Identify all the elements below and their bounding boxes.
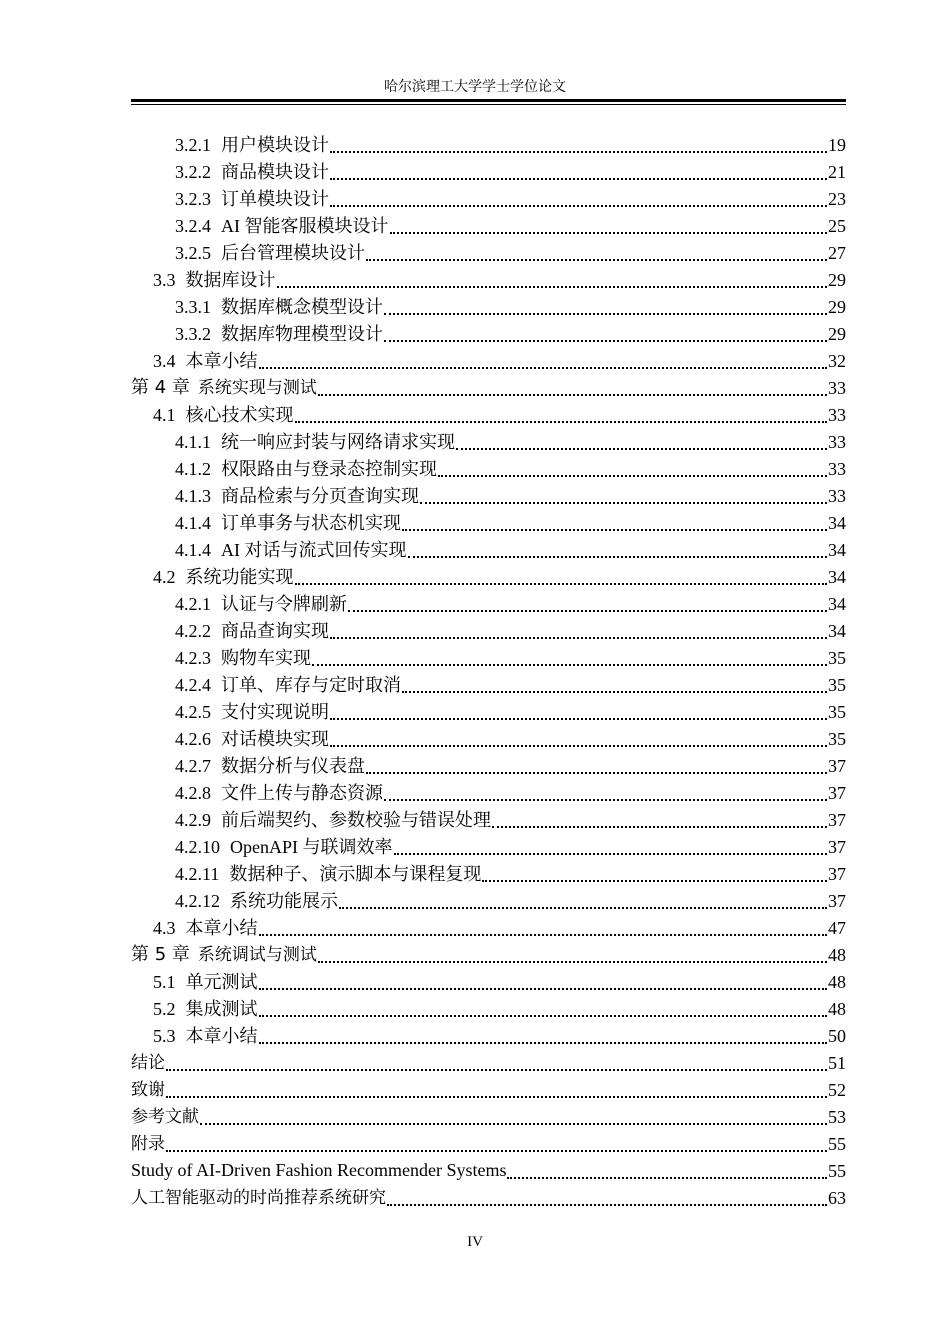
toc-dot-leader xyxy=(384,320,827,342)
toc-dot-leader xyxy=(166,1130,827,1152)
toc-entry-title: 本章小结 xyxy=(185,351,258,371)
toc-entry-title: AI 对话与流式回传实现 xyxy=(221,540,407,560)
toc-dot-leader xyxy=(384,779,827,801)
toc-entry-title: AI 智能客服模块设计 xyxy=(221,216,389,236)
toc-entry-number: 4.2.12 xyxy=(175,891,220,911)
toc-dot-leader xyxy=(312,644,827,666)
toc-entry-number: 4.2.11 xyxy=(175,864,220,884)
toc-entry-page: 29 xyxy=(828,270,846,290)
toc-dot-leader xyxy=(339,887,827,909)
toc-entry-label xyxy=(175,159,329,186)
toc-entry-label xyxy=(175,753,365,780)
toc-dot-leader xyxy=(420,482,827,504)
toc-entry-number: 4.1.1 xyxy=(175,432,211,452)
toc-entry-title: 数据库概念模型设计 xyxy=(221,297,383,317)
toc-entry-number: 4.3 xyxy=(153,918,176,938)
toc-entry-label xyxy=(153,564,294,591)
toc-entry-title: 订单模块设计 xyxy=(221,189,329,209)
toc-entry-number: 4.2.2 xyxy=(175,621,211,641)
toc-entry-number: 4.2.7 xyxy=(175,756,211,776)
toc-entry-title: 商品模块设计 xyxy=(221,162,329,182)
toc-entry-title: 商品检索与分页查询实现 xyxy=(221,486,419,506)
toc-entry-label xyxy=(175,186,329,213)
toc-entry-title: 本章小结 xyxy=(185,918,258,938)
toc-entry[interactable] xyxy=(131,132,846,159)
toc-entry[interactable] xyxy=(131,213,846,240)
toc-entry-page: 63 xyxy=(828,1188,846,1208)
toc-entry-title: 文件上传与静态资源 xyxy=(221,783,383,803)
toc-entry-title: 购物车实现 xyxy=(221,648,311,668)
toc-entry-number: 4.2.1 xyxy=(175,594,211,614)
toc-entry-title: 认证与令牌刷新 xyxy=(221,594,347,614)
toc-entry-title: 致谢 xyxy=(131,1080,165,1100)
toc-entry-label xyxy=(153,915,258,942)
toc-dot-leader xyxy=(330,617,827,639)
toc-entry-page: 33 xyxy=(828,405,846,425)
toc-entry-number: 3.2.2 xyxy=(175,162,211,182)
toc-entry-page: 34 xyxy=(828,567,846,587)
toc-entry-number: 3.2.4 xyxy=(175,216,211,236)
toc-entry-number: 5.1 xyxy=(153,972,176,992)
toc-dot-leader xyxy=(295,401,828,423)
toc-entry[interactable] xyxy=(131,780,846,807)
toc-entry[interactable] xyxy=(131,321,846,348)
toc-entry-title: 支付实现说明 xyxy=(221,702,329,722)
toc-entry-label xyxy=(175,807,491,834)
toc-entry-label xyxy=(175,429,455,456)
toc-entry-page: 33 xyxy=(828,378,846,398)
toc-entry-number: 4.2.4 xyxy=(175,675,211,695)
toc-entry-title: 集成测试 xyxy=(185,999,258,1019)
toc-entry-page: 32 xyxy=(828,351,846,371)
toc-entry[interactable] xyxy=(131,1185,846,1212)
toc-entry[interactable] xyxy=(131,726,846,753)
toc-dot-leader xyxy=(277,266,828,288)
toc-entry-page: 37 xyxy=(828,864,846,884)
toc-entry-title: 结论 xyxy=(131,1053,165,1073)
toc-entry-page: 35 xyxy=(828,675,846,695)
toc-entry-label xyxy=(175,240,365,267)
toc-entry[interactable] xyxy=(131,159,846,186)
toc-entry-page: 29 xyxy=(828,324,846,344)
toc-entry-label xyxy=(175,672,401,699)
toc-entry[interactable] xyxy=(131,537,846,564)
toc-entry-label xyxy=(175,699,329,726)
toc-entry[interactable] xyxy=(131,294,846,321)
toc-dot-leader xyxy=(507,1157,827,1179)
toc-entry[interactable] xyxy=(131,1158,846,1185)
toc-entry-label xyxy=(175,645,311,672)
toc-entry-number: 4.1.4 xyxy=(175,513,211,533)
toc-entry[interactable] xyxy=(131,834,846,861)
toc-entry[interactable] xyxy=(131,861,846,888)
toc-dot-leader xyxy=(402,671,827,693)
toc-entry-page: 25 xyxy=(828,216,846,236)
toc-entry-number: 4.1.2 xyxy=(175,459,211,479)
toc-entry-label xyxy=(175,537,407,564)
header-rule-thick xyxy=(131,99,846,102)
toc-entry-page: 35 xyxy=(828,702,846,722)
toc-entry-number: 4.2.5 xyxy=(175,702,211,722)
toc-entry-label xyxy=(175,861,481,888)
toc-entry[interactable] xyxy=(131,1077,846,1104)
toc-entry-number: 4.1.3 xyxy=(175,486,211,506)
toc-entry[interactable] xyxy=(131,510,846,537)
toc-entry-label xyxy=(175,213,389,240)
toc-dot-leader xyxy=(259,968,828,990)
toc-entry-title: 数据库物理模型设计 xyxy=(221,324,383,344)
toc-entry-page: 55 xyxy=(828,1134,846,1154)
toc-entry-title: 统一响应封装与网络请求实现 xyxy=(221,432,455,452)
toc-dot-leader xyxy=(348,590,827,612)
toc-entry-title: 数据分析与仪表盘 xyxy=(221,756,365,776)
toc-entry-title: OpenAPI 与联调效率 xyxy=(230,837,393,857)
toc-entry-number: 4.1 xyxy=(153,405,176,425)
toc-entry-number: 3.3 xyxy=(153,270,176,290)
toc-entry[interactable] xyxy=(131,483,846,510)
toc-entry-page: 37 xyxy=(828,837,846,857)
toc-dot-leader xyxy=(259,1022,828,1044)
toc-entry-label xyxy=(131,1185,386,1212)
toc-entry-page: 29 xyxy=(828,297,846,317)
toc-entry-title: 核心技术实现 xyxy=(185,405,294,425)
toc-entry-number: 3.2.1 xyxy=(175,135,211,155)
toc-entry-page: 37 xyxy=(828,891,846,911)
toc-entry-title: 人工智能驱动的时尚推荐系统研究 xyxy=(131,1188,386,1208)
toc-entry-title: 对话模块实现 xyxy=(221,729,329,749)
toc-entry[interactable] xyxy=(131,672,846,699)
toc-entry-page: 47 xyxy=(828,918,846,938)
toc-entry[interactable] xyxy=(131,402,846,429)
toc-entry-label xyxy=(153,348,258,375)
toc-entry-title: 系统功能展示 xyxy=(230,891,338,911)
toc-entry-page: 53 xyxy=(828,1107,846,1127)
toc-entry[interactable] xyxy=(131,591,846,618)
toc-entry[interactable] xyxy=(131,564,846,591)
toc-entry[interactable] xyxy=(131,996,846,1023)
toc-entry-page: 52 xyxy=(828,1080,846,1100)
toc-entry-label xyxy=(175,591,347,618)
toc-entry-page: 33 xyxy=(828,432,846,452)
toc-entry-page: 34 xyxy=(828,540,846,560)
toc-entry[interactable] xyxy=(131,618,846,645)
toc-entry-page: 34 xyxy=(828,621,846,641)
toc-entry-number: 第 4 章 xyxy=(131,377,190,398)
toc-entry-label xyxy=(131,1131,165,1158)
toc-entry-title: 后台管理模块设计 xyxy=(221,243,365,263)
toc-dot-leader xyxy=(384,293,827,315)
toc-entry-page: 34 xyxy=(828,513,846,533)
toc-entry-number: 5.3 xyxy=(153,1026,176,1046)
toc-entry-label xyxy=(153,267,276,294)
toc-dot-leader xyxy=(295,563,828,585)
toc-dot-leader xyxy=(482,860,827,882)
toc-entry-title: 权限路由与登录态控制实现 xyxy=(221,459,437,479)
toc-entry-label xyxy=(131,1077,165,1104)
page-number: IV xyxy=(467,1234,483,1250)
toc-entry[interactable] xyxy=(131,969,846,996)
toc-entry-title: 参考文献 xyxy=(131,1107,199,1127)
toc-entry-label xyxy=(131,1157,506,1185)
toc-entry-label xyxy=(175,483,419,510)
toc-dot-leader xyxy=(166,1049,827,1071)
toc-dot-leader xyxy=(394,833,828,855)
toc-entry-page: 37 xyxy=(828,783,846,803)
toc-entry-number: 3.3.1 xyxy=(175,297,211,317)
toc-entry-title: 系统调试与测试 xyxy=(197,945,317,965)
toc-entry-page: 21 xyxy=(828,162,846,182)
toc-dot-leader xyxy=(408,536,828,558)
toc-entry-number: 第 5 章 xyxy=(131,944,190,965)
toc-entry-page: 48 xyxy=(828,972,846,992)
toc-entry-label xyxy=(153,1023,258,1050)
toc-entry[interactable] xyxy=(131,1131,846,1158)
toc-dot-leader xyxy=(387,1184,827,1206)
toc-entry-label xyxy=(131,1104,199,1131)
toc-entry-number: 3.4 xyxy=(153,351,176,371)
toc-dot-leader xyxy=(330,698,827,720)
toc-entry-label xyxy=(175,834,393,861)
toc-entry-page: 37 xyxy=(828,810,846,830)
toc-entry-page: 48 xyxy=(828,999,846,1019)
toc-entry-title: 本章小结 xyxy=(185,1026,258,1046)
toc-entry-title: 数据种子、演示脚本与课程复现 xyxy=(229,864,482,884)
toc-entry-number: 4.2.8 xyxy=(175,783,211,803)
toc-dot-leader xyxy=(330,131,827,153)
toc-entry-page: 35 xyxy=(828,729,846,749)
toc-entry-label xyxy=(153,996,258,1023)
toc-entry[interactable] xyxy=(131,186,846,213)
toc-entry-page: 55 xyxy=(828,1161,846,1181)
toc-entry[interactable] xyxy=(131,645,846,672)
toc-dot-leader xyxy=(318,941,827,963)
toc-dot-leader xyxy=(390,212,828,234)
toc-entry-label xyxy=(175,321,383,348)
toc-dot-leader xyxy=(330,158,827,180)
toc-entry-number: 4.2.3 xyxy=(175,648,211,668)
toc-entry[interactable] xyxy=(131,699,846,726)
toc-entry[interactable] xyxy=(131,942,846,969)
table-of-contents xyxy=(131,132,846,1212)
toc-entry-title: 订单、库存与定时取消 xyxy=(221,675,401,695)
toc-entry[interactable] xyxy=(131,1023,846,1050)
toc-dot-leader xyxy=(318,374,827,396)
toc-entry-title: 单元测试 xyxy=(185,972,258,992)
toc-entry-label xyxy=(131,1050,165,1077)
toc-dot-leader xyxy=(366,752,827,774)
toc-dot-leader xyxy=(456,428,827,450)
toc-entry-label xyxy=(131,374,317,402)
toc-entry[interactable] xyxy=(131,915,846,942)
header-rule-thin xyxy=(131,104,846,105)
toc-entry-label xyxy=(175,618,329,645)
toc-dot-leader xyxy=(200,1103,827,1125)
toc-entry-label xyxy=(153,402,294,429)
toc-entry[interactable] xyxy=(131,348,846,375)
toc-entry-page: 27 xyxy=(828,243,846,263)
toc-entry-number: 4.2.9 xyxy=(175,810,211,830)
toc-entry[interactable] xyxy=(131,1104,846,1131)
toc-dot-leader xyxy=(330,725,827,747)
toc-entry[interactable] xyxy=(131,429,846,456)
toc-dot-leader xyxy=(402,509,827,531)
toc-entry-page: 23 xyxy=(828,189,846,209)
toc-entry[interactable] xyxy=(131,807,846,834)
toc-entry-title: 系统功能实现 xyxy=(185,567,294,587)
toc-entry[interactable] xyxy=(131,456,846,483)
toc-entry-label xyxy=(175,510,401,537)
toc-entry-page: 51 xyxy=(828,1053,846,1073)
toc-entry-page: 50 xyxy=(828,1026,846,1046)
toc-entry-number: 3.2.3 xyxy=(175,189,211,209)
toc-entry-page: 33 xyxy=(828,486,846,506)
toc-entry-label xyxy=(175,780,383,807)
toc-entry-number: 4.1.4 xyxy=(175,540,211,560)
toc-entry-page: 48 xyxy=(828,945,846,965)
toc-dot-leader xyxy=(438,455,827,477)
toc-entry-label xyxy=(153,969,258,996)
toc-entry-title: 附录 xyxy=(131,1134,165,1154)
toc-entry-label xyxy=(175,726,329,753)
toc-entry-page: 34 xyxy=(828,594,846,614)
toc-entry-title: 用户模块设计 xyxy=(221,135,329,155)
toc-entry-number: 5.2 xyxy=(153,999,176,1019)
toc-dot-leader xyxy=(259,347,828,369)
toc-entry-number: 4.2.6 xyxy=(175,729,211,749)
toc-dot-leader xyxy=(259,995,828,1017)
toc-entry-title: Study of AI-Driven Fashion Recommender Systems xyxy=(131,1160,507,1180)
toc-dot-leader xyxy=(330,185,827,207)
toc-entry-number: 3.2.5 xyxy=(175,243,211,263)
toc-entry-title: 订单事务与状态机实现 xyxy=(221,513,401,533)
toc-dot-leader xyxy=(366,239,827,261)
toc-entry-label xyxy=(175,456,437,483)
toc-entry-label xyxy=(175,888,338,915)
toc-entry-title: 前后端契约、参数校验与错误处理 xyxy=(221,810,491,830)
toc-entry-page: 33 xyxy=(828,459,846,479)
toc-entry-title: 商品查询实现 xyxy=(221,621,329,641)
toc-entry[interactable] xyxy=(131,888,846,915)
toc-entry-title: 数据库设计 xyxy=(185,270,276,290)
running-header: 哈尔滨理工大学学士学位论文 xyxy=(384,80,566,95)
toc-entry-number: 3.3.2 xyxy=(175,324,211,344)
toc-entry[interactable] xyxy=(131,240,846,267)
toc-entry[interactable] xyxy=(131,267,846,294)
toc-entry-page: 19 xyxy=(828,135,846,155)
toc-entry-label xyxy=(175,294,383,321)
toc-entry-title: 系统实现与测试 xyxy=(197,378,317,398)
toc-dot-leader xyxy=(166,1076,827,1098)
toc-entry[interactable] xyxy=(131,753,846,780)
toc-entry[interactable] xyxy=(131,375,846,402)
toc-entry-label xyxy=(131,941,317,969)
toc-entry-label xyxy=(175,132,329,159)
toc-entry-page: 37 xyxy=(828,756,846,776)
toc-entry[interactable] xyxy=(131,1050,846,1077)
toc-entry-number: 4.2.10 xyxy=(175,837,220,857)
toc-entry-number: 4.2 xyxy=(153,567,176,587)
toc-entry-page: 35 xyxy=(828,648,846,668)
toc-dot-leader xyxy=(259,914,828,936)
toc-dot-leader xyxy=(492,806,827,828)
